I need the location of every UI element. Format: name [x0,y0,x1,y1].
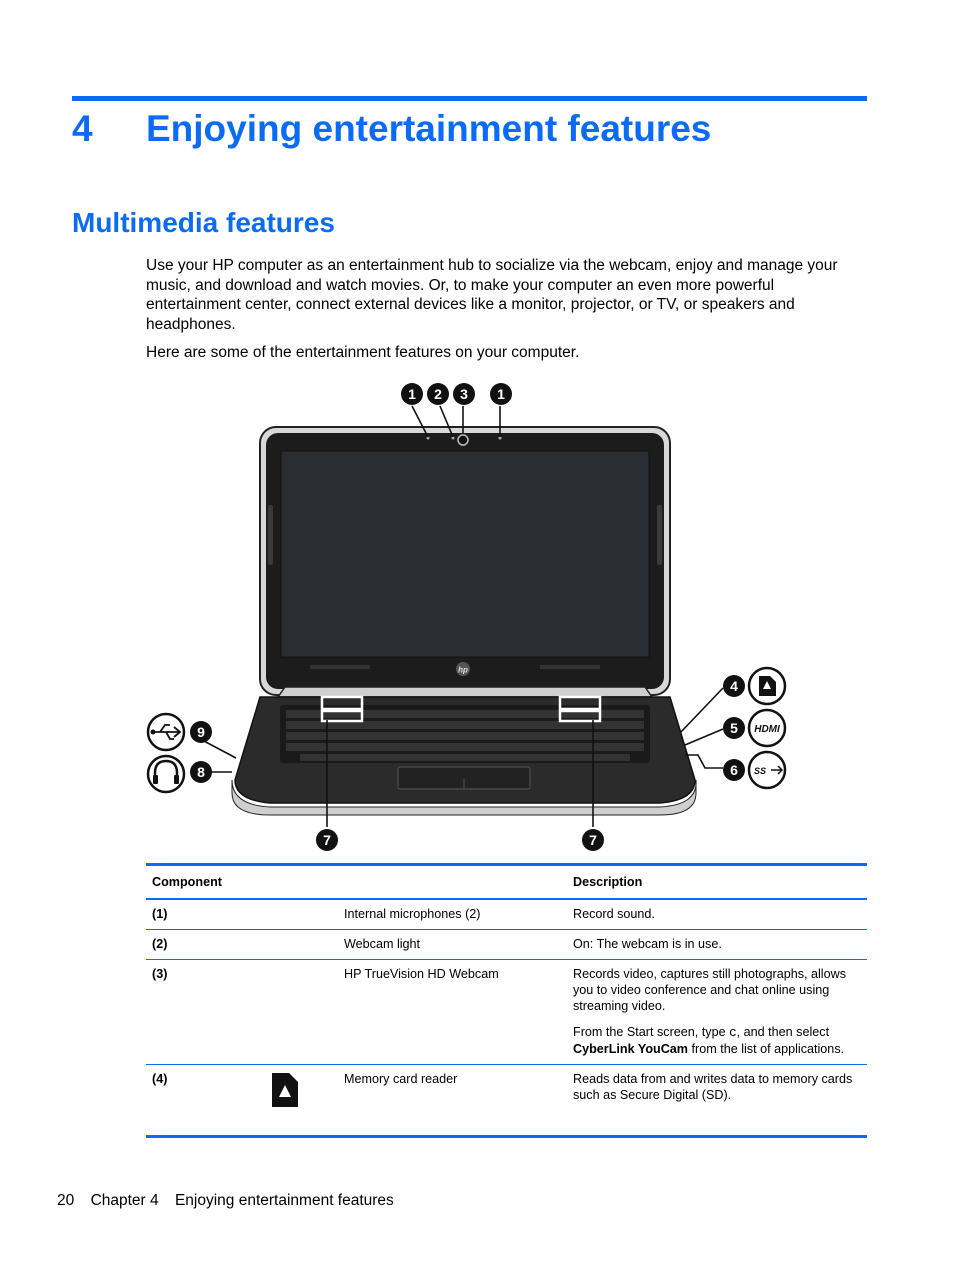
header-component: Component [146,865,567,900]
callout-5 [723,717,745,739]
chapter-number: 4 [72,108,93,149]
row-icon-cell [264,899,338,930]
row-number: (1) [146,899,264,930]
svg-text:6: 6 [730,762,738,778]
callout-3 [453,383,475,405]
memory-card-icon [270,1071,300,1109]
note-before: From the Start screen, type [573,1025,726,1039]
footer-chapter-label: Chapter 4 [90,1192,159,1209]
memory-card-icon [749,668,785,704]
callout-1-left [401,383,423,405]
row-number: (2) [146,930,264,960]
svg-text:3: 3 [460,386,468,402]
callout-8 [190,761,212,783]
row-number: (3) [146,960,264,1065]
footer-chapter-title: Enjoying entertainment features [174,1192,394,1209]
note-mid: , and then select [736,1025,830,1039]
hdmi-icon [749,710,785,746]
laptop-base [232,687,696,815]
features-intro-paragraph: Here are some of the entertainment features on your computer. [146,344,580,361]
header-description: Description [567,865,867,900]
table-row [146,1065,867,1137]
row-icon-cell [264,1065,338,1137]
hp-logo-icon [456,662,470,676]
row-description-cell [567,960,867,1065]
row-description: Reads data from and writes data to memory cards such as Secure Digital (SD). [567,1065,867,1137]
chapter-rule [72,96,867,101]
svg-text:HDMI: HDMI [754,724,780,735]
svg-text:1: 1 [497,386,505,402]
note-bold: CyberLink YouCam [573,1042,689,1056]
table-row [146,960,867,1065]
row-description: Record sound. [567,899,867,930]
svg-text:7: 7 [323,832,331,848]
row-description: Records video, captures still photographs, allows you to video conference and chat online using streaming video. [573,967,847,1013]
laptop-figure [140,375,800,855]
intro-paragraph: Use your HP computer as an entertainment hub to socialize via the webcam, enjoy and manage your music, and download and watch movies. Or, to make your computer an even more powerful entertainment center, connect external devices like a monitor, projector, or TV, or speakers and headphones. [146,257,838,333]
row-number: (4) [146,1065,264,1137]
svg-text:1: 1 [408,386,416,402]
section-title: Multimedia features [72,207,335,238]
note-after: from the list of applications. [691,1042,845,1056]
row-component: Internal microphones (2) [338,899,567,930]
chapter-title: Enjoying entertainment features [146,108,712,149]
row-component: Memory card reader [338,1065,567,1137]
callout-7-right [582,829,604,851]
svg-text:9: 9 [197,724,205,740]
svg-text:4: 4 [730,678,738,694]
headphone-icon [148,756,184,792]
callout-2 [427,383,449,405]
components-table [146,863,867,1138]
callout-4 [723,675,745,697]
row-icon-cell [264,960,338,1065]
table-header-row [146,865,867,900]
svg-text:8: 8 [197,764,205,780]
note-code: c [729,1026,737,1040]
hp-logo-text: hp [458,665,468,675]
table-row [146,899,867,930]
table-row [146,930,867,960]
row-component: Webcam light [338,930,567,960]
webcam-lens [458,435,468,445]
callout-7-left [316,829,338,851]
row-icon-cell [264,930,338,960]
row-component: HP TrueVision HD Webcam [338,960,567,1065]
callout-6 [723,759,745,781]
row-note [573,1024,861,1057]
row-description: On: The webcam is in use. [567,930,867,960]
page-footer [57,1192,406,1210]
svg-text:SS: SS [753,766,767,776]
page-number: 20 [57,1192,75,1209]
callout-9 [190,721,212,743]
usb-icon [148,714,184,750]
callout-1-right [490,383,512,405]
usb-3-icon [749,752,785,788]
svg-text:5: 5 [730,720,738,736]
laptop-lid [260,427,670,695]
svg-text:2: 2 [434,386,442,402]
svg-text:7: 7 [589,832,597,848]
